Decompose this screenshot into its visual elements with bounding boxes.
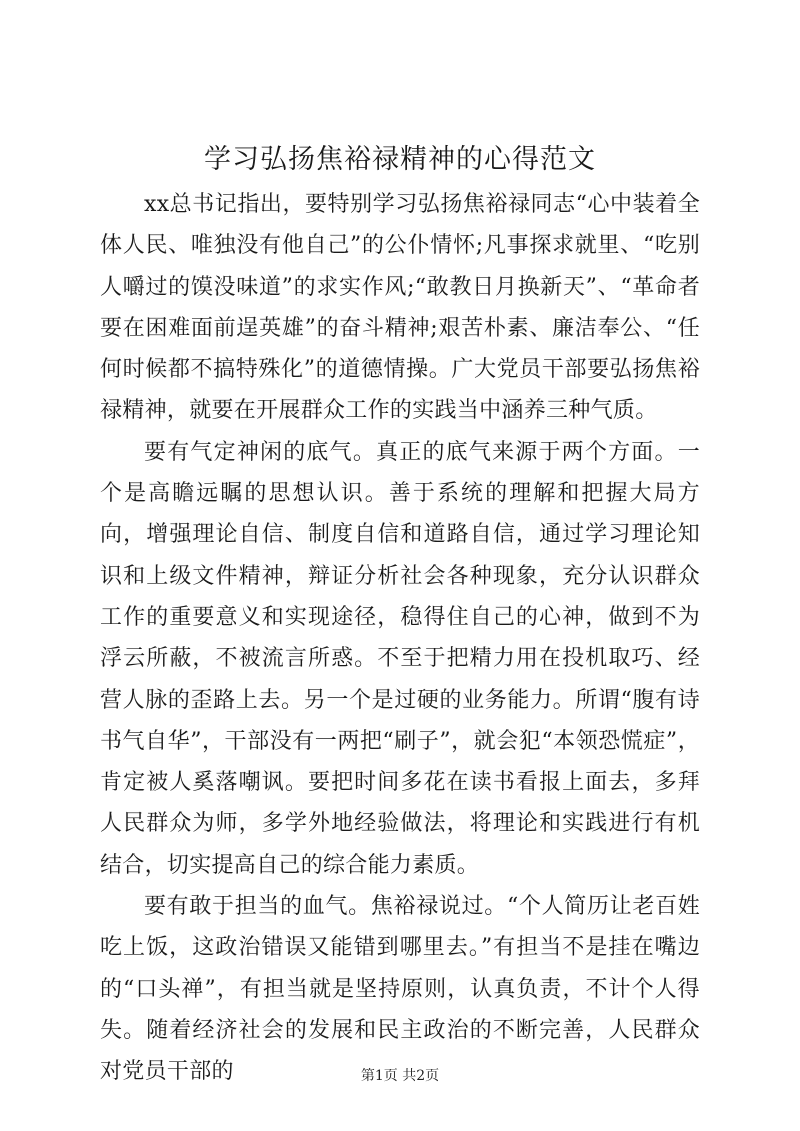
page-footer: 第1页 共2页 [360,1068,440,1084]
paragraph-intro: xx总书记指出，要特别学习弘扬焦裕禄同志“心中装着全体人民、唯独没有他自己”的公仆情怀;凡事探求就里、“吃别人嚼过的馍没味道”的求实作风;“敢教日月换新天”、“革命者要在困难面前逞英雄”的奋斗精神;艰苦朴素、廉洁奉公、“任何时候都不搞特殊化”的道德情操。广大党员干部要弘扬焦裕禄精神，就要在开展群众工作的实践当中涵养三种气质。 [100,192,700,424]
paragraph-confidence: 要有气定神闲的底气。真正的底气来源于两个方面。一个是高瞻远瞩的思想认识。善于系统的理解和把握大局方向，增强理论自信、制度自信和道路自信，通过学习理论知识和上级文件精神，辩证分析社会各种现象，充分认识群众工作的重要意义和实现途径，稳得住自己的心神，做到不为浮云所蔽，不被流言所惑。不至于把精力用在投机取巧、经营人脉的歪路上去。另一个是过硬的业务能力。所谓“腹有诗书气自华”，干部没有一两把“刷子”，就会犯“本领恐慌症”，肯定被人奚落嘲讽。要把时间多花在读书看报上面去，多拜人民群众为师，多学外地经验做法，将理论和实践进行有机结合，切实提高自己的综合能力素质。 [100,439,700,878]
document-body [100,184,700,1093]
document-title: 学习弘扬焦裕禄精神的心得范文 [204,144,596,175]
paragraph-responsibility: 要有敢于担当的血气。焦裕禄说过。“个人简历让老百姓吃上饭，这政治错误又能错到哪里去。”有担当不是挂在嘴边的“口头禅”，有担当就是坚持原则，认真负责，不计个人得失。随着经济社会的发展和民主政治的不断完善，人民群众对党员干部的 [100,894,700,1085]
